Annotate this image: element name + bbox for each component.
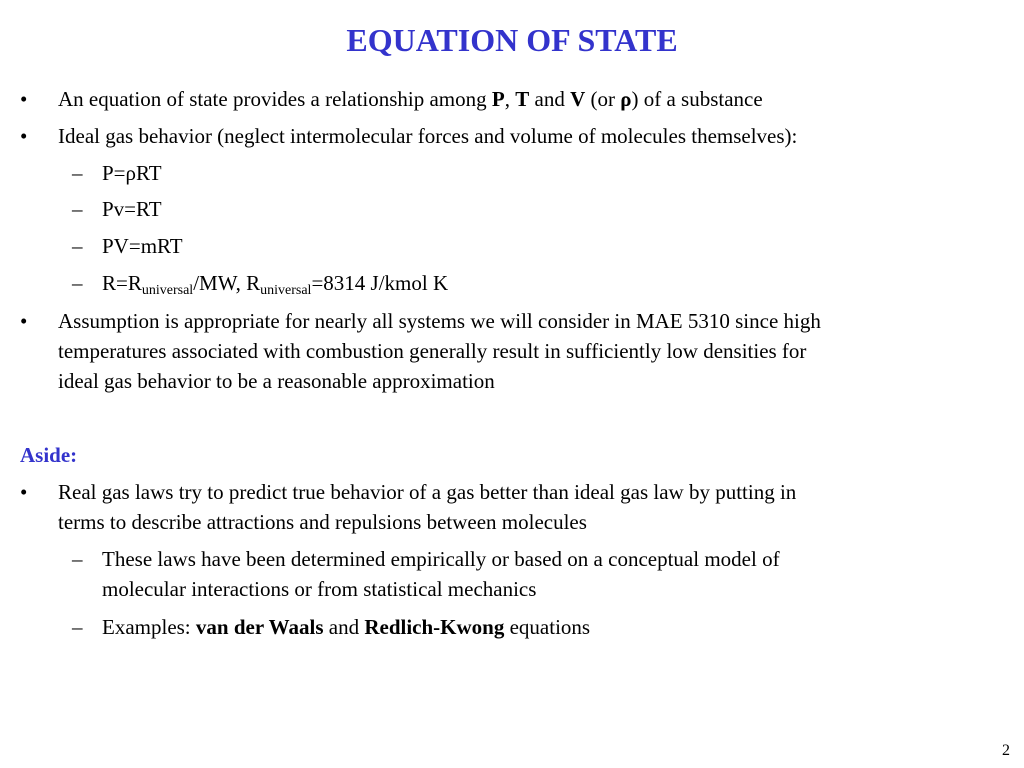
redlich-kwong-term: Redlich-Kwong xyxy=(364,615,505,639)
bullet-marker: • xyxy=(20,309,28,333)
bullet-marker: • xyxy=(20,480,28,504)
dash-marker: – xyxy=(72,547,83,571)
slide-title: EQUATION OF STATE xyxy=(346,22,678,58)
symbol-t: T xyxy=(515,87,530,111)
bullet-text-line: Real gas laws try to predict true behavior of a gas better than ideal gas law by putting in xyxy=(58,480,797,504)
sub-bullet-text: P=ρRT xyxy=(102,161,162,185)
dash-marker: – xyxy=(72,234,83,258)
dash-marker: – xyxy=(72,161,83,185)
bullet-marker: • xyxy=(20,87,28,111)
sub-bullet-text: Pv=RT xyxy=(102,197,162,221)
symbol-rho: ρ xyxy=(620,87,632,111)
bullet-text-line: Assumption is appropriate for nearly all systems we will consider in MAE 5310 since high xyxy=(58,309,821,333)
sub-bullet-text: $R=R_{universal}/MW$, $R_{universal}=8314$ J/kmol K xyxy=(102,271,449,298)
van-der-waals-term: van der Waals xyxy=(195,615,324,639)
bullet-text: Ideal gas behavior (neglect intermolecular forces and volume of molecules themselves): xyxy=(58,124,798,148)
bullet-text-line: terms to describe attractions and repulsions between molecules xyxy=(58,510,587,534)
sub-bullet-text: PV=mRT xyxy=(102,234,183,258)
dash-marker: – xyxy=(72,615,83,639)
dash-marker: – xyxy=(72,197,83,221)
bullet-text-line: ideal gas behavior to be a reasonable approximation xyxy=(58,369,495,393)
aside-heading: Aside: xyxy=(20,443,78,467)
dash-marker: – xyxy=(72,271,83,295)
bullet-text-line: temperatures associated with combustion generally result in sufficiently low densities for xyxy=(58,339,807,363)
sub-bullet-text-line: molecular interactions or from statistical mechanics xyxy=(102,577,537,601)
bullet-marker: • xyxy=(20,124,28,148)
page-number: 2 xyxy=(1002,742,1010,759)
sub-bullet-text-line: These laws have been determined empirically or based on a conceptual model of xyxy=(102,547,780,571)
symbol-v: V xyxy=(570,87,586,111)
bullet-text: An equation of state provides a relationship among P, T and V (or ρ) of a substance xyxy=(58,87,763,111)
sub-bullet-text: Examples: van der Waals and Redlich-Kwong equations xyxy=(102,615,591,639)
symbol-p: P xyxy=(491,87,505,111)
